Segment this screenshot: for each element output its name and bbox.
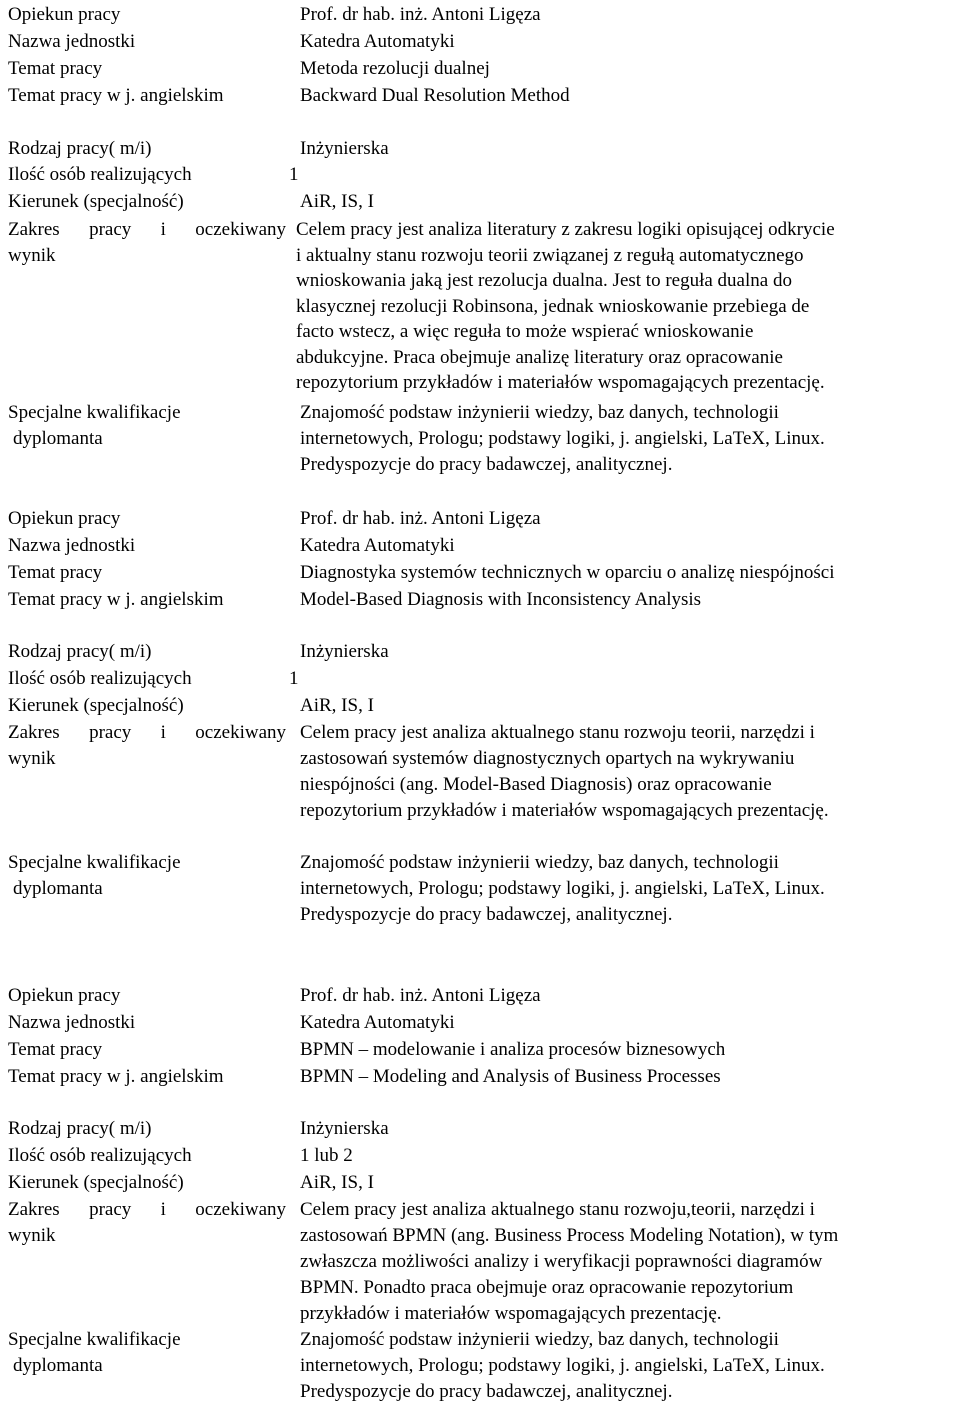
topic-value: Metoda rezolucji dualnej [300, 58, 490, 79]
field-value: AiR, IS, I [300, 695, 374, 716]
scope-label: Zakres pracy i oczekiwany wynik [8, 1199, 286, 1246]
field-label: Kierunek (specjalność) [8, 695, 184, 716]
scope-value: Celem pracy jest analiza aktualnego stanu rozwoju teorii, narzędzi i zastosowań systemów diagnostycznych opartych na wykrywaniu niespójności (ang. Model-Based Diagnosis) oraz opracowanie repozytorium przykładów i materiałów wspomagających prezentację. [300, 722, 829, 821]
topic-label: Temat pracy [8, 58, 103, 79]
supervisor-label: Opiekun pracy [8, 985, 121, 1006]
topic-label: Temat pracy [8, 562, 103, 583]
qualifications-label: Specjalne kwalifikacje dyplomanta [8, 852, 181, 899]
type-value: Inżynierska [300, 641, 389, 662]
qualifications-value: Znajomość podstaw inżynierii wiedzy, baz danych, technologii internetowych, Prologu; podstawy logiki, j. angielski, LaTeX, Linux. Predyspozycje do pracy badawczej, analitycznej. [300, 402, 825, 475]
unit-value: Katedra Automatyki [300, 31, 455, 52]
supervisor-value: Prof. dr hab. inż. Antoni Ligęza [300, 985, 541, 1006]
people-value: 1 [289, 164, 299, 185]
scope-value: Celem pracy jest analiza aktualnego stanu rozwoju,teorii, narzędzi i zastosowań BPMN (ang. Business Process Modeling Notation), w tym zwłaszcza możliwości analizy i weryfikacji poprawności diagramów BPMN. Ponadto praca obejmuje oraz opracowanie repozytorium przykładów i materiałów wspomagających prezentację. [300, 1199, 839, 1324]
qualifications-label: Specjalne kwalifikacje dyplomanta [8, 1329, 181, 1376]
field-label: Kierunek (specjalność) [8, 191, 184, 212]
unit-value: Katedra Automatyki [300, 1012, 455, 1033]
type-value: Inżynierska [300, 138, 389, 159]
scope-value: Celem pracy jest analiza literatury z zakresu logiki opisującej odkrycie i aktualny stanu rozwoju teorii związanej z regułą automatycznego wnioskowania jaką jest rezolucja dualna. Jest to reguła dualna do klasycznej rezolucji Robinsona, jednak wnioskowanie przebiega de facto wstecz, a więc reguła to może wspierać wnioskowanie abdukcyjne. Praca obejmuje analizę literatury oraz opracowanie repozytorium przykładów i materiałów wspomagających prezentację. [296, 219, 835, 393]
type-label: Rodzaj pracy( m/i) [8, 138, 152, 159]
unit-value: Katedra Automatyki [300, 535, 455, 556]
supervisor-label: Opiekun pracy [8, 4, 121, 25]
topic-value: Diagnostyka systemów technicznych w oparciu o analizę niespójności [300, 562, 835, 583]
supervisor-label: Opiekun pracy [8, 508, 121, 529]
supervisor-value: Prof. dr hab. inż. Antoni Ligęza [300, 508, 541, 529]
type-value: Inżynierska [300, 1118, 389, 1139]
topic-en-label: Temat pracy w j. angielskim [8, 1066, 224, 1087]
unit-label: Nazwa jednostki [8, 31, 136, 52]
people-value: 1 lub 2 [300, 1145, 353, 1166]
topic-en-value: Model-Based Diagnosis with Inconsistency Analysis [300, 589, 702, 610]
qualifications-value: Znajomość podstaw inżynierii wiedzy, baz danych, technologii internetowych, Prologu; podstawy logiki, j. angielski, LaTeX, Linux. Predyspozycje do pracy badawczej, analitycznej. [300, 1329, 825, 1402]
field-label: Kierunek (specjalność) [8, 1172, 184, 1193]
topic-en-label: Temat pracy w j. angielskim [8, 589, 224, 610]
people-value: 1 [289, 668, 299, 689]
field-value: AiR, IS, I [300, 1172, 374, 1193]
people-label: Ilość osób realizujących [8, 164, 192, 185]
unit-label: Nazwa jednostki [8, 1012, 136, 1033]
type-label: Rodzaj pracy( m/i) [8, 1118, 152, 1139]
unit-label: Nazwa jednostki [8, 535, 136, 556]
people-label: Ilość osób realizujących [8, 1145, 192, 1166]
qualifications-label: Specjalne kwalifikacje dyplomanta [8, 402, 181, 449]
scope-label: Zakres pracy i oczekiwany wynik [8, 219, 286, 266]
type-label: Rodzaj pracy( m/i) [8, 641, 152, 662]
topic-en-value: Backward Dual Resolution Method [300, 85, 570, 106]
field-value: AiR, IS, I [300, 191, 374, 212]
people-label: Ilość osób realizujących [8, 668, 192, 689]
topic-en-value: BPMN – Modeling and Analysis of Business Processes [300, 1066, 721, 1087]
topic-en-label: Temat pracy w j. angielskim [8, 85, 224, 106]
topic-value: BPMN – modelowanie i analiza procesów biznesowych [300, 1039, 726, 1060]
qualifications-value: Znajomość podstaw inżynierii wiedzy, baz danych, technologii internetowych, Prologu; podstawy logiki, j. angielski, LaTeX, Linux. Predyspozycje do pracy badawczej, analitycznej. [300, 852, 825, 925]
topic-label: Temat pracy [8, 1039, 103, 1060]
supervisor-value: Prof. dr hab. inż. Antoni Ligęza [300, 4, 541, 25]
scope-label: Zakres pracy i oczekiwany wynik [8, 722, 286, 769]
